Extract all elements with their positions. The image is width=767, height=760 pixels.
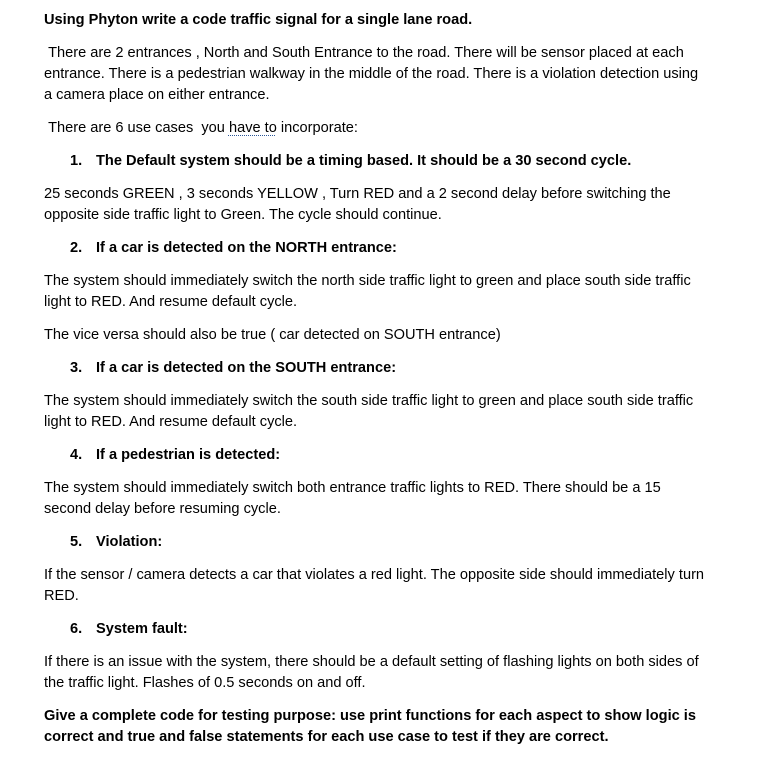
description-violation: If the sensor / camera detects a car that violates a red light. The opposite side should immediately turn RED.: [44, 567, 705, 604]
use-cases-intro-after: incorporate:: [276, 120, 358, 136]
list-heading: Violation:: [96, 534, 163, 550]
list-item-5: [44, 532, 709, 553]
list-heading: The Default system should be a timing based. It should be a 30 second cycle.: [96, 153, 632, 169]
description-default-cycle: 25 seconds GREEN , 3 seconds YELLOW , Turn RED and a 2 second delay before switching the opposite side traffic light to Green. The cycle should continue.: [44, 186, 671, 223]
use-cases-intro-before: There are 6 use cases you: [44, 120, 229, 136]
list-heading: If a pedestrian is detected:: [96, 447, 281, 463]
spellcheck-underlined-text: have to: [228, 120, 277, 136]
description-vice-versa: The vice versa should also be true ( car detected on SOUTH entrance): [44, 327, 501, 343]
description-system-fault: If there is an issue with the system, there should be a default setting of flashing lights on both sides of the traffic light. Flashes of 0.5 seconds on and off.: [44, 654, 699, 691]
list-item-4: [44, 445, 709, 466]
list-item-6: [44, 619, 709, 640]
list-number: 1.: [70, 153, 83, 169]
closing-instruction: Give a complete code for testing purpose: use print functions for each aspect to show logic is correct and true and false statements for each use case to test if they are correct.: [44, 708, 696, 745]
list-item-2: [44, 238, 709, 259]
list-number: 4.: [70, 447, 83, 463]
list-item-1: [44, 151, 709, 172]
description-pedestrian: The system should immediately switch both entrance traffic lights to RED. There should be a 15 second delay before resuming cycle.: [44, 480, 661, 517]
intro-paragraph: There are 2 entrances , North and South Entrance to the road. There will be sensor placed at each entrance. There is a pedestrian walkway in the middle of the road. There is a violation detection using a camera place on either entrance.: [44, 45, 703, 103]
description-north-detection: The system should immediately switch the north side traffic light to green and place south side traffic light to RED. And resume default cycle.: [44, 273, 691, 310]
list-number: 5.: [70, 534, 83, 550]
list-heading: If a car is detected on the SOUTH entrance:: [96, 360, 397, 376]
document-body: [44, 10, 709, 760]
list-number: 3.: [70, 360, 83, 376]
description-south-detection: The system should immediately switch the south side traffic light to green and place south side traffic light to RED. And resume default cycle.: [44, 393, 694, 430]
list-number: 6.: [70, 621, 83, 637]
use-cases-intro: [44, 118, 709, 139]
list-number: 2.: [70, 240, 83, 256]
list-heading: If a car is detected on the NORTH entrance:: [96, 240, 397, 256]
document-title: Using Phyton write a code traffic signal for a single lane road.: [44, 12, 473, 28]
list-item-3: [44, 358, 709, 379]
list-heading: System fault:: [96, 621, 188, 637]
